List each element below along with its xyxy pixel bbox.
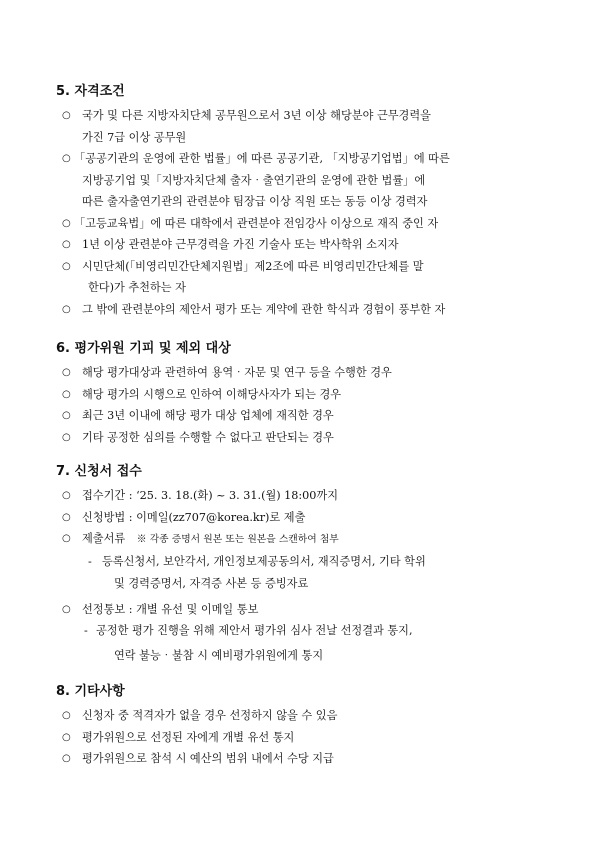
item-line: 그 밖에 관련분야의 제안서 평가 또는 계약에 관한 학식과 경험이 풍부한 자: [82, 302, 446, 316]
bullet-icon: ○: [62, 710, 71, 721]
bullet-icon: ○: [62, 388, 71, 400]
section-heading: 5. 자격조건: [56, 84, 125, 99]
bullet-icon: ○: [62, 260, 71, 272]
item-line: 「고등교육법」에 따른 대학에서 관련분야 전임강사 이상으로 재직 중인 자: [74, 216, 439, 230]
sub-line: 및 경력증명서, 자격증 사본 등 증빙자료: [114, 576, 309, 590]
item-line: 해당 평가의 시행으로 인하여 이해당사자가 되는 경우: [82, 387, 342, 401]
bullet-icon: ○: [62, 533, 71, 544]
list-item: [56, 384, 556, 406]
bullet-icon: ○: [62, 217, 71, 229]
section-other-matters: [56, 682, 556, 770]
sub-line: 공정한 평가 진행을 위해 제안서 평가위 심사 전날 선정결과 통지,: [96, 624, 413, 637]
bullet-icon: ○: [62, 511, 71, 523]
item-line: 신청자 중 적격자가 없을 경우 선정하지 않을 수 있음: [82, 709, 338, 722]
bullet-icon: ○: [62, 410, 71, 421]
sub-item: [56, 551, 556, 595]
item-line: 제출서류: [82, 532, 126, 545]
section-heading: 8. 기타사항: [56, 684, 125, 699]
bullet-icon: ○: [62, 753, 71, 764]
bullet-icon: ○: [62, 431, 71, 443]
section-application: [56, 462, 556, 667]
list-item: [56, 234, 556, 256]
note-text: ※ 각종 증명서 원본 또는 원본을 스캔하여 첨부: [136, 534, 339, 545]
bullet-icon: ○: [62, 490, 71, 501]
item-line: 해당 평가대상과 관련하여 용역‧자문 및 연구 등을 수행한 경우: [82, 366, 392, 379]
bullet-icon: ○: [62, 731, 71, 743]
dash-icon: -: [84, 624, 88, 637]
bullet-icon: ○: [62, 603, 71, 615]
section-heading: 6. 평가위원 기피 및 제외 대상: [56, 341, 231, 356]
item-line: 접수기간 : ‘25. 3. 18.(화) ~ 3. 31.(월) 18:00까지: [82, 489, 339, 502]
bullet-icon: ○: [62, 153, 71, 164]
item-line: 선정통보 : 개별 유선 및 이메일 통보: [82, 602, 259, 616]
section-qualifications: [56, 82, 556, 320]
item-line: 기타 공정한 심의를 수행할 수 없다고 판단되는 경우: [82, 430, 334, 444]
list-item: [56, 362, 556, 384]
sub-item: [56, 620, 556, 667]
item-line: 시민단체(「비영리민간단체지원법」제2조에 따른 비영리민간단체를 말: [82, 259, 424, 273]
bullet-icon: ○: [62, 239, 71, 250]
item-line: 가진 7급 이상 공무원: [82, 130, 187, 144]
list-item: [56, 405, 556, 427]
list-item: [56, 256, 556, 299]
list-item: [56, 299, 556, 321]
section-exclusions: [56, 339, 556, 448]
section-heading: 7. 신청서 접수: [56, 464, 142, 479]
sub-line: 연락 불능‧불참 시 예비평가위원에게 통지: [114, 649, 324, 662]
item-line: 지방공기업 및「지방자치단체 출자‧출연기관의 운영에 관한 법률」에: [82, 173, 426, 187]
item-line: 1년 이상 관련분야 근무경력을 가진 기술사 또는 박사학위 소지자: [82, 238, 399, 251]
item-line: 「공공기관의 운영에 관한 법률」에 따른 공공기관, 「지방공기업법」에 따른: [74, 152, 450, 165]
item-line: 국가 및 다른 지방자치단체 공무원으로서 3년 이상 해당분야 근무경력을: [82, 109, 431, 122]
dash-icon: -: [88, 554, 92, 568]
list-item: [56, 705, 556, 727]
sub-line: 등록신청서, 보안각서, 개인정보제공동의서, 재직증명서, 기타 학위: [102, 554, 426, 568]
bullet-icon: ○: [62, 303, 71, 315]
list-item: [56, 599, 556, 621]
item-line: 한다)가 추천하는 자: [88, 281, 186, 294]
item-line: 최근 3년 이내에 해당 평가 대상 업체에 재직한 경우: [82, 409, 334, 422]
bullet-icon: ○: [62, 367, 71, 378]
item-line: 평가위원으로 참석 시 예산의 범위 내에서 수당 지급: [82, 752, 334, 765]
list-item: [56, 507, 556, 529]
list-item: [56, 105, 556, 148]
list-item: [56, 427, 556, 449]
item-line: 평가위원으로 선정된 자에게 개별 유선 통지: [82, 730, 295, 744]
item-line: 신청방법 : 이메일(zz707@korea.kr)로 제출: [82, 510, 306, 524]
list-item: [56, 528, 556, 551]
list-item: [56, 727, 556, 749]
list-item: [56, 148, 556, 213]
item-line: 따른 출자출연기관의 관련분야 팀장급 이상 직원 또는 동등 이상 경력자: [82, 195, 428, 208]
list-item: [56, 213, 556, 235]
list-item: [56, 748, 556, 770]
bullet-icon: ○: [62, 110, 71, 121]
list-item: [56, 485, 556, 507]
